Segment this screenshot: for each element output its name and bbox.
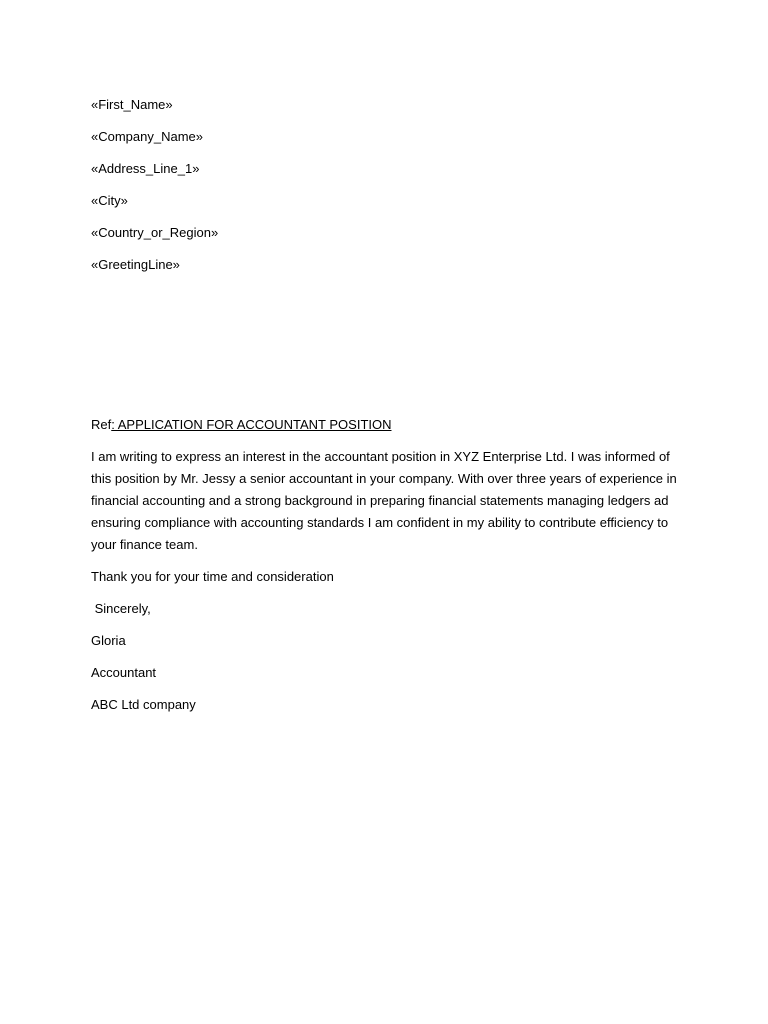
sign-off: Sincerely, bbox=[91, 601, 151, 616]
signer-company: ABC Ltd company bbox=[91, 697, 196, 712]
greeting-line-field: «GreetingLine» bbox=[91, 257, 180, 272]
address-block bbox=[91, 94, 691, 276]
reference-subject: : APPLICATION FOR ACCOUNTANT POSITION bbox=[111, 417, 392, 432]
blank-space bbox=[91, 286, 691, 414]
address-line-field: «Address_Line_1» bbox=[91, 161, 200, 176]
company-name-field: «Company_Name» bbox=[91, 129, 204, 144]
reference-prefix: Ref bbox=[91, 417, 112, 432]
first-name-field: «First_Name» bbox=[91, 97, 173, 112]
city-field: «City» bbox=[91, 193, 128, 208]
signer-name: Gloria bbox=[91, 633, 126, 648]
signer-title: Accountant bbox=[91, 665, 157, 680]
thanks-line: Thank you for your time and consideration bbox=[91, 569, 334, 584]
body-paragraph: I am writing to express an interest in the accountant position in XYZ Enterprise Ltd. I was informed of this position by Mr. Jessy a senior accountant in your company. With over three years of experience in financial accounting and a strong background in preparing financial statements managing ledgers ad ensuring compliance with accounting standards I am confident in my ability to contribute efficiency to your finance team. bbox=[91, 449, 677, 552]
reference-line bbox=[91, 414, 691, 436]
country-region-field: «Country_or_Region» bbox=[91, 225, 219, 240]
letter-body bbox=[91, 94, 691, 726]
